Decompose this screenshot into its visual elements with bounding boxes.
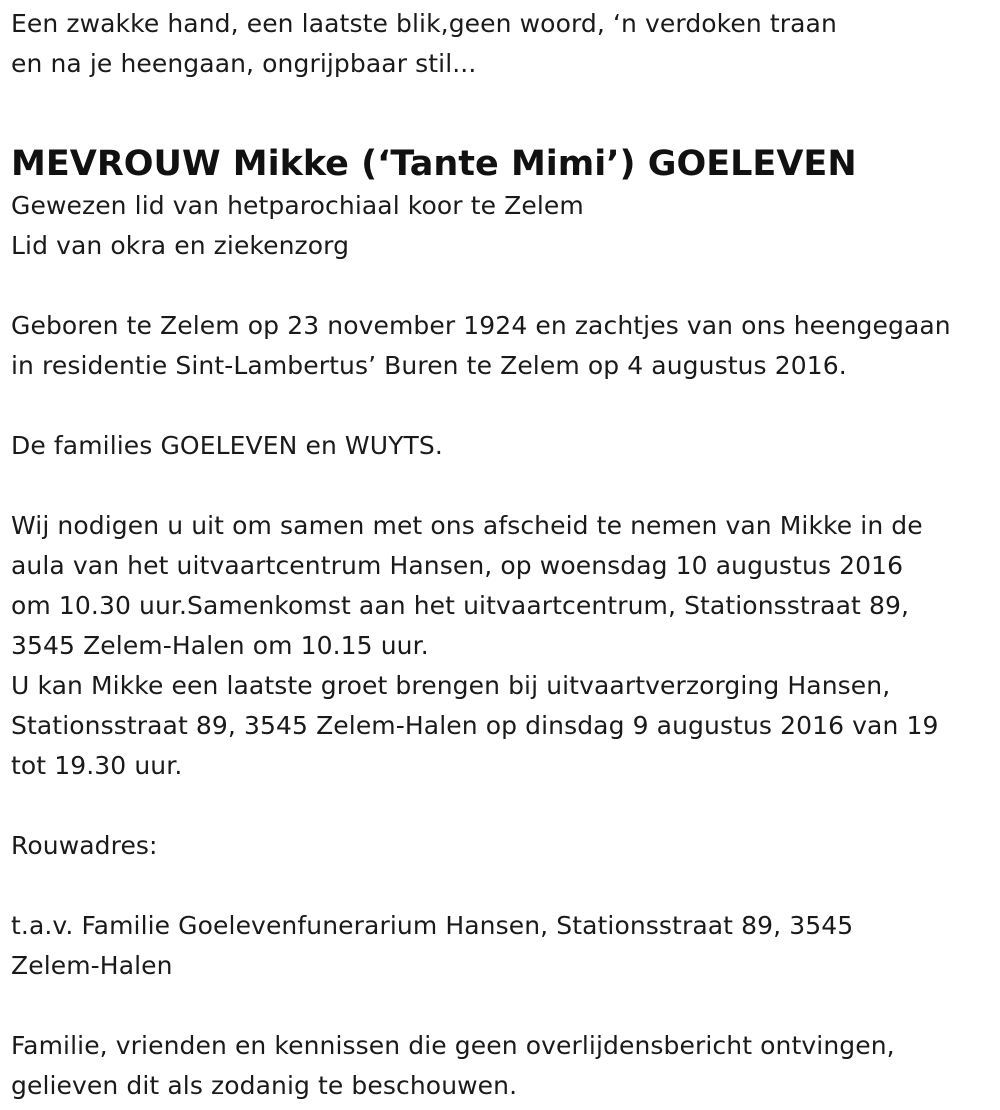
invitation-line-7: tot 19.30 uur. [11, 751, 183, 780]
closing-line-2: gelieven dit als zodanig te beschouwen. [11, 1071, 518, 1100]
spacer [11, 866, 996, 906]
invitation-block [11, 506, 996, 786]
deceased-name: MEVROUW Mikke (‘Tante Mimi’) GOELEVEN [11, 144, 857, 184]
mourning-address-block [11, 906, 996, 986]
spacer [11, 786, 996, 826]
families-line: De families GOELEVEN en WUYTS. [11, 431, 443, 460]
spacer [11, 386, 996, 426]
poem-block [11, 4, 996, 84]
role-line-2: Lid van okra en ziekenzorg [11, 231, 350, 260]
mourning-address-label: Rouwadres: [11, 831, 158, 860]
spacer [11, 986, 996, 1026]
invitation-line-5: U kan Mikke een laatste groet brengen bij uitvaartverzorging Hansen, [11, 671, 891, 700]
mourning-address-line-1: t.a.v. Familie Goelevenfunerarium Hansen, Stationsstraat 89, 3545 [11, 911, 854, 940]
poem-line-1: Een zwakke hand, een laatste blik,geen woord, ‘n verdoken traan [11, 9, 837, 38]
role-line-1: Gewezen lid van hetparochiaal koor te Zelem [11, 191, 584, 220]
invitation-line-6: Stationsstraat 89, 3545 Zelem-Halen op dinsdag 9 augustus 2016 van 19 [11, 711, 939, 740]
invitation-line-2: aula van het uitvaartcentrum Hansen, op woensdag 10 augustus 2016 [11, 551, 904, 580]
roles-block [11, 186, 996, 266]
mourning-address-line-2: Zelem-Halen [11, 951, 173, 980]
obituary-document [11, 4, 996, 1106]
closing-block [11, 1026, 996, 1106]
closing-line-1: Familie, vrienden en kennissen die geen overlijdensbericht ontvingen, [11, 1031, 895, 1060]
invitation-line-1: Wij nodigen u uit om samen met ons afscheid te nemen van Mikke in de [11, 511, 923, 540]
spacer [11, 266, 996, 306]
invitation-line-4: 3545 Zelem-Halen om 10.15 uur. [11, 631, 429, 660]
poem-line-2: en na je heengaan, ongrijpbaar stil... [11, 49, 477, 78]
invitation-line-3: om 10.30 uur.Samenkomst aan het uitvaartcentrum, Stationsstraat 89, [11, 591, 910, 620]
birth-line-1: Geboren te Zelem op 23 november 1924 en zachtjes van ons heengegaan [11, 311, 951, 340]
spacer [11, 466, 996, 506]
birth-block [11, 306, 996, 386]
birth-line-2: in residentie Sint-Lambertus’ Buren te Zelem op 4 augustus 2016. [11, 351, 847, 380]
